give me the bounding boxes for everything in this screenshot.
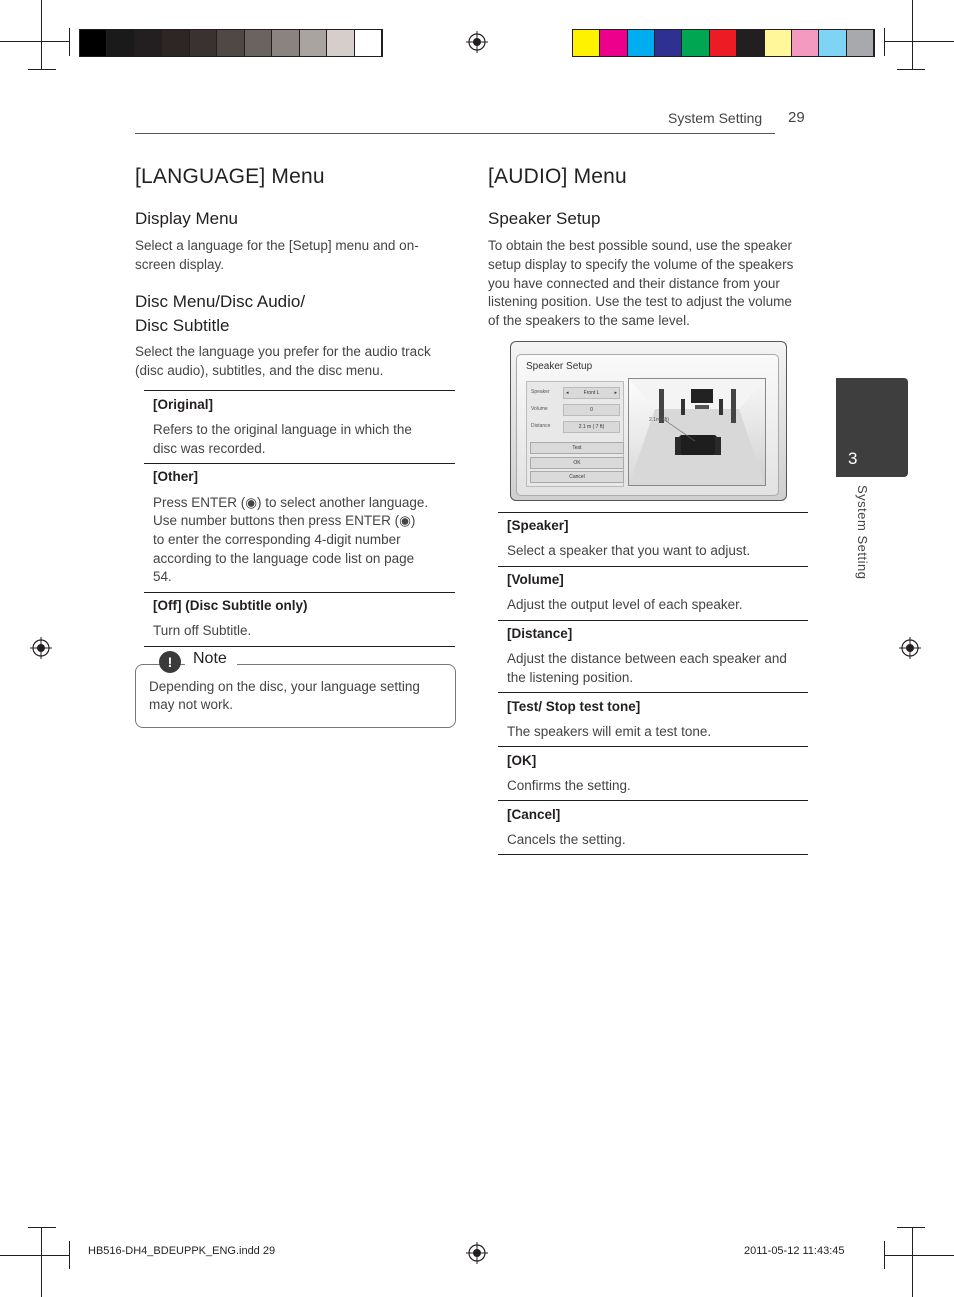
- crop-mark: [897, 1227, 925, 1228]
- color-swatch: [847, 30, 874, 56]
- option-volume-title: [Volume]: [507, 572, 564, 587]
- crop-mark: [28, 1227, 56, 1228]
- speaker-setup-heading: Speaker Setup: [488, 209, 601, 228]
- table-rule: [144, 646, 455, 647]
- crop-mark: [69, 1241, 70, 1269]
- option-volume-desc: Adjust the output level of each speaker.: [507, 597, 743, 612]
- color-swatch: [628, 30, 655, 56]
- table-rule: [498, 512, 808, 513]
- speaker-setup-text-line: To obtain the best possible sound, use the speaker: [488, 238, 792, 253]
- color-swatch: [765, 30, 792, 56]
- option-off-desc: Turn off Subtitle.: [153, 623, 252, 638]
- chapter-side-label: System Setting: [855, 485, 870, 580]
- option-test-desc: The speakers will emit a test tone.: [507, 724, 712, 739]
- option-distance-desc: the listening position.: [507, 670, 634, 685]
- screenshot-distance-field: [563, 421, 620, 433]
- table-rule: [144, 592, 455, 593]
- gray-swatch: [217, 30, 244, 56]
- process-color-bar: [572, 29, 875, 57]
- registration-mark-icon: [466, 31, 488, 53]
- speaker-setup-text-line: of the speakers to the same level.: [488, 313, 690, 328]
- table-rule: [498, 620, 808, 621]
- screenshot-speaker-field: [563, 387, 620, 399]
- option-cancel-desc: Cancels the setting.: [507, 832, 626, 847]
- gray-swatch: [162, 30, 189, 56]
- chapter-tab: [836, 378, 908, 477]
- running-header-section: System Setting: [668, 110, 763, 126]
- registration-mark-icon: [899, 637, 921, 659]
- speaker-setup-text-line: setup display to specify the volume of the speakers: [488, 257, 794, 272]
- screenshot-distance-label: Distance: [531, 423, 551, 429]
- display-menu-text-line: screen display.: [135, 257, 225, 272]
- option-distance-title: [Distance]: [507, 626, 573, 641]
- page-number: 29: [788, 109, 805, 126]
- speaker-room-illustration: [628, 378, 766, 486]
- color-swatch: [682, 30, 709, 56]
- option-other-desc: to enter the corresponding 4-digit number: [153, 532, 401, 547]
- crop-mark: [69, 28, 70, 56]
- screenshot-volume-label: Volume: [531, 406, 548, 412]
- option-other-desc: Press ENTER (◉) to select another language.: [153, 495, 429, 510]
- exclamation-icon: !: [159, 651, 181, 673]
- option-other-desc: according to the language code list on page: [153, 551, 415, 566]
- disc-menu-text-line: Select the language you prefer for the audio track: [135, 344, 431, 359]
- disc-menu-heading: Disc Subtitle: [135, 316, 230, 335]
- gray-swatch: [355, 30, 382, 56]
- speaker-setup-text-line: listening position. Use the test to adjust the volume: [488, 294, 792, 309]
- gray-swatch: [80, 30, 107, 56]
- option-other-title: [Other]: [153, 469, 198, 484]
- crop-mark: [912, 0, 913, 70]
- screenshot-test-button: Test: [530, 442, 624, 454]
- gray-swatch: [300, 30, 327, 56]
- option-original-desc: Refers to the original language in which the: [153, 422, 412, 437]
- gray-color-bar: [79, 29, 383, 57]
- option-test-title: [Test/ Stop test tone]: [507, 699, 641, 714]
- crop-mark: [897, 69, 925, 70]
- crop-mark: [884, 1255, 954, 1256]
- gray-swatch: [327, 30, 354, 56]
- crop-mark: [41, 0, 42, 70]
- option-cancel-title: [Cancel]: [507, 807, 561, 822]
- option-ok-title: [OK]: [507, 753, 537, 768]
- note-text-line: may not work.: [149, 697, 234, 712]
- footer-timestamp: 2011-05-12 11:43:45: [744, 1245, 845, 1257]
- table-rule: [144, 463, 455, 464]
- header-rule: [135, 133, 775, 134]
- note-label: Note: [185, 650, 237, 668]
- table-rule: [498, 854, 808, 855]
- speaker-setup-text-line: you have connected and their distance from your: [488, 276, 780, 291]
- screenshot-speaker-value: Front L: [583, 390, 600, 396]
- table-rule: [498, 800, 808, 801]
- screenshot-distance-value: 2.1 m ( 7 ft): [578, 424, 605, 430]
- screenshot-cancel-button: Cancel: [530, 471, 624, 483]
- option-other-desc: Use number buttons then press ENTER (◉): [153, 513, 416, 528]
- screenshot-ok-button: OK: [530, 457, 624, 469]
- room-distance-label: 2.1m(7ft): [649, 417, 670, 423]
- room-diagram-icon: [629, 379, 765, 485]
- registration-mark-icon: [466, 1242, 488, 1264]
- crop-mark: [41, 1227, 42, 1297]
- color-swatch: [655, 30, 682, 56]
- crop-mark: [0, 1255, 70, 1256]
- gray-swatch: [272, 30, 299, 56]
- option-other-desc: 54.: [153, 569, 172, 584]
- crop-mark: [0, 41, 70, 42]
- table-rule: [498, 692, 808, 693]
- gray-swatch: [190, 30, 217, 56]
- note-text-line: Depending on the disc, your language setting: [149, 679, 420, 694]
- gray-swatch: [135, 30, 162, 56]
- option-speaker-title: [Speaker]: [507, 518, 569, 533]
- option-distance-desc: Adjust the distance between each speaker and: [507, 651, 787, 666]
- color-swatch: [792, 30, 819, 56]
- option-off-title: [Off] (Disc Subtitle only): [153, 598, 308, 613]
- table-rule: [498, 566, 808, 567]
- color-swatch: [600, 30, 627, 56]
- screenshot-volume-field: [563, 404, 620, 416]
- disc-menu-text-line: (disc audio), subtitles, and the disc menu.: [135, 363, 384, 378]
- screenshot-volume-value: 0: [590, 407, 593, 413]
- crop-mark: [884, 1241, 885, 1269]
- chapter-number: 3: [848, 449, 858, 468]
- language-menu-title: [LANGUAGE] Menu: [135, 165, 325, 188]
- option-original-title: [Original]: [153, 397, 213, 412]
- screenshot-title: Speaker Setup: [526, 361, 593, 372]
- color-swatch: [573, 30, 600, 56]
- color-swatch: [737, 30, 764, 56]
- screenshot-speaker-label: Speaker: [531, 389, 550, 395]
- option-ok-desc: Confirms the setting.: [507, 778, 631, 793]
- crop-mark: [912, 1227, 913, 1297]
- table-rule: [498, 746, 808, 747]
- color-swatch: [710, 30, 737, 56]
- option-speaker-desc: Select a speaker that you want to adjust.: [507, 543, 751, 558]
- audio-menu-title: [AUDIO] Menu: [488, 165, 627, 188]
- chevron-right-icon: ▸: [614, 390, 617, 396]
- crop-mark: [28, 69, 56, 70]
- gray-swatch: [245, 30, 272, 56]
- disc-menu-heading: Disc Menu/Disc Audio/: [135, 292, 306, 311]
- registration-mark-icon: [30, 637, 52, 659]
- footer-filename: HB516-DH4_BDEUPPK_ENG.indd 29: [88, 1245, 276, 1257]
- table-rule: [144, 390, 455, 391]
- display-menu-heading: Display Menu: [135, 209, 238, 228]
- display-menu-text-line: Select a language for the [Setup] menu and on-: [135, 238, 419, 253]
- color-swatch: [819, 30, 846, 56]
- option-original-desc: disc was recorded.: [153, 441, 266, 456]
- chevron-left-icon: ◂: [566, 390, 569, 396]
- crop-mark: [884, 41, 954, 42]
- gray-swatch: [107, 30, 134, 56]
- crop-mark: [884, 28, 885, 56]
